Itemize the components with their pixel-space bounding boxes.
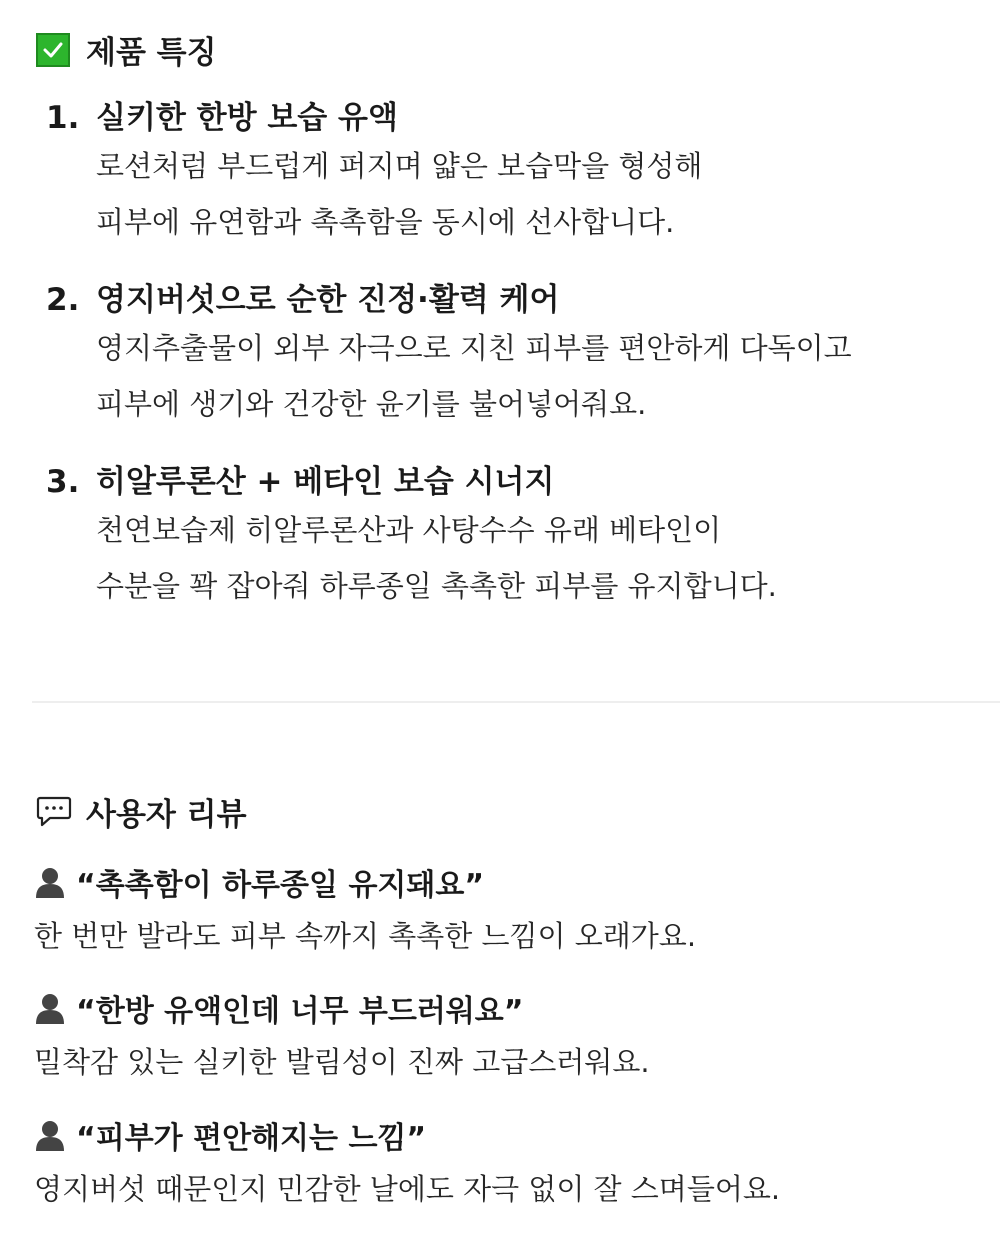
person-icon bbox=[34, 1118, 66, 1152]
review-item-2 bbox=[34, 986, 984, 1082]
features-title-text: 제품 특징 bbox=[86, 35, 217, 71]
review-text: 한 번만 발라도 피부 속까지 촉촉한 느낌이 오래가요. bbox=[34, 919, 697, 953]
person-icon bbox=[34, 865, 66, 899]
feature-number: 3. bbox=[46, 464, 80, 500]
review-text: 밀착감 있는 실키한 발림성이 진짜 고급스러워요. bbox=[34, 1045, 650, 1079]
feature-title: 실키한 한방 보습 유액 bbox=[96, 100, 398, 136]
feature-description-line: 천연보습제 히알루론산과 사탕수수 유래 베타인이 bbox=[96, 513, 722, 547]
feature-description-line: 피부에 생기와 건강한 윤기를 불어넣어줘요. bbox=[96, 387, 647, 421]
features-section-title bbox=[36, 27, 217, 72]
feature-description-line: 영지추출물이 외부 자극으로 지친 피부를 편안하게 다독이고 bbox=[96, 331, 852, 365]
section-divider bbox=[32, 701, 1000, 703]
check-mark-icon bbox=[36, 33, 70, 67]
speech-bubble-icon bbox=[36, 795, 72, 829]
review-item-1 bbox=[34, 860, 984, 956]
feature-number: 2. bbox=[46, 282, 80, 318]
feature-title: 영지버섯으로 순한 진정·활력 케어 bbox=[96, 282, 560, 318]
feature-item-1 bbox=[46, 98, 976, 250]
feature-item-2 bbox=[46, 280, 976, 432]
reviews-section-title bbox=[36, 789, 247, 834]
feature-item-3 bbox=[46, 462, 976, 614]
feature-number: 1. bbox=[46, 100, 80, 136]
person-icon bbox=[34, 991, 66, 1025]
feature-description-line: 수분을 꽉 잡아줘 하루종일 촉촉한 피부를 유지합니다. bbox=[96, 569, 777, 603]
review-item-3 bbox=[34, 1113, 984, 1209]
review-quote: “한방 유액인데 너무 부드러워요” bbox=[76, 994, 524, 1029]
review-text: 영지버섯 때문인지 민감한 날에도 자극 없이 잘 스며들어요. bbox=[34, 1172, 781, 1206]
feature-description-line: 로션처럼 부드럽게 퍼지며 얇은 보습막을 형성해 bbox=[96, 149, 703, 183]
review-quote: “촉촉함이 하루종일 유지돼요” bbox=[76, 868, 485, 903]
feature-title: 히알루론산 + 베타인 보습 시너지 bbox=[96, 464, 555, 500]
reviews-title-text: 사용자 리뷰 bbox=[86, 797, 247, 833]
feature-description-line: 피부에 유연함과 촉촉함을 동시에 선사합니다. bbox=[96, 205, 675, 239]
review-quote: “피부가 편안해지는 느낌” bbox=[76, 1121, 427, 1156]
